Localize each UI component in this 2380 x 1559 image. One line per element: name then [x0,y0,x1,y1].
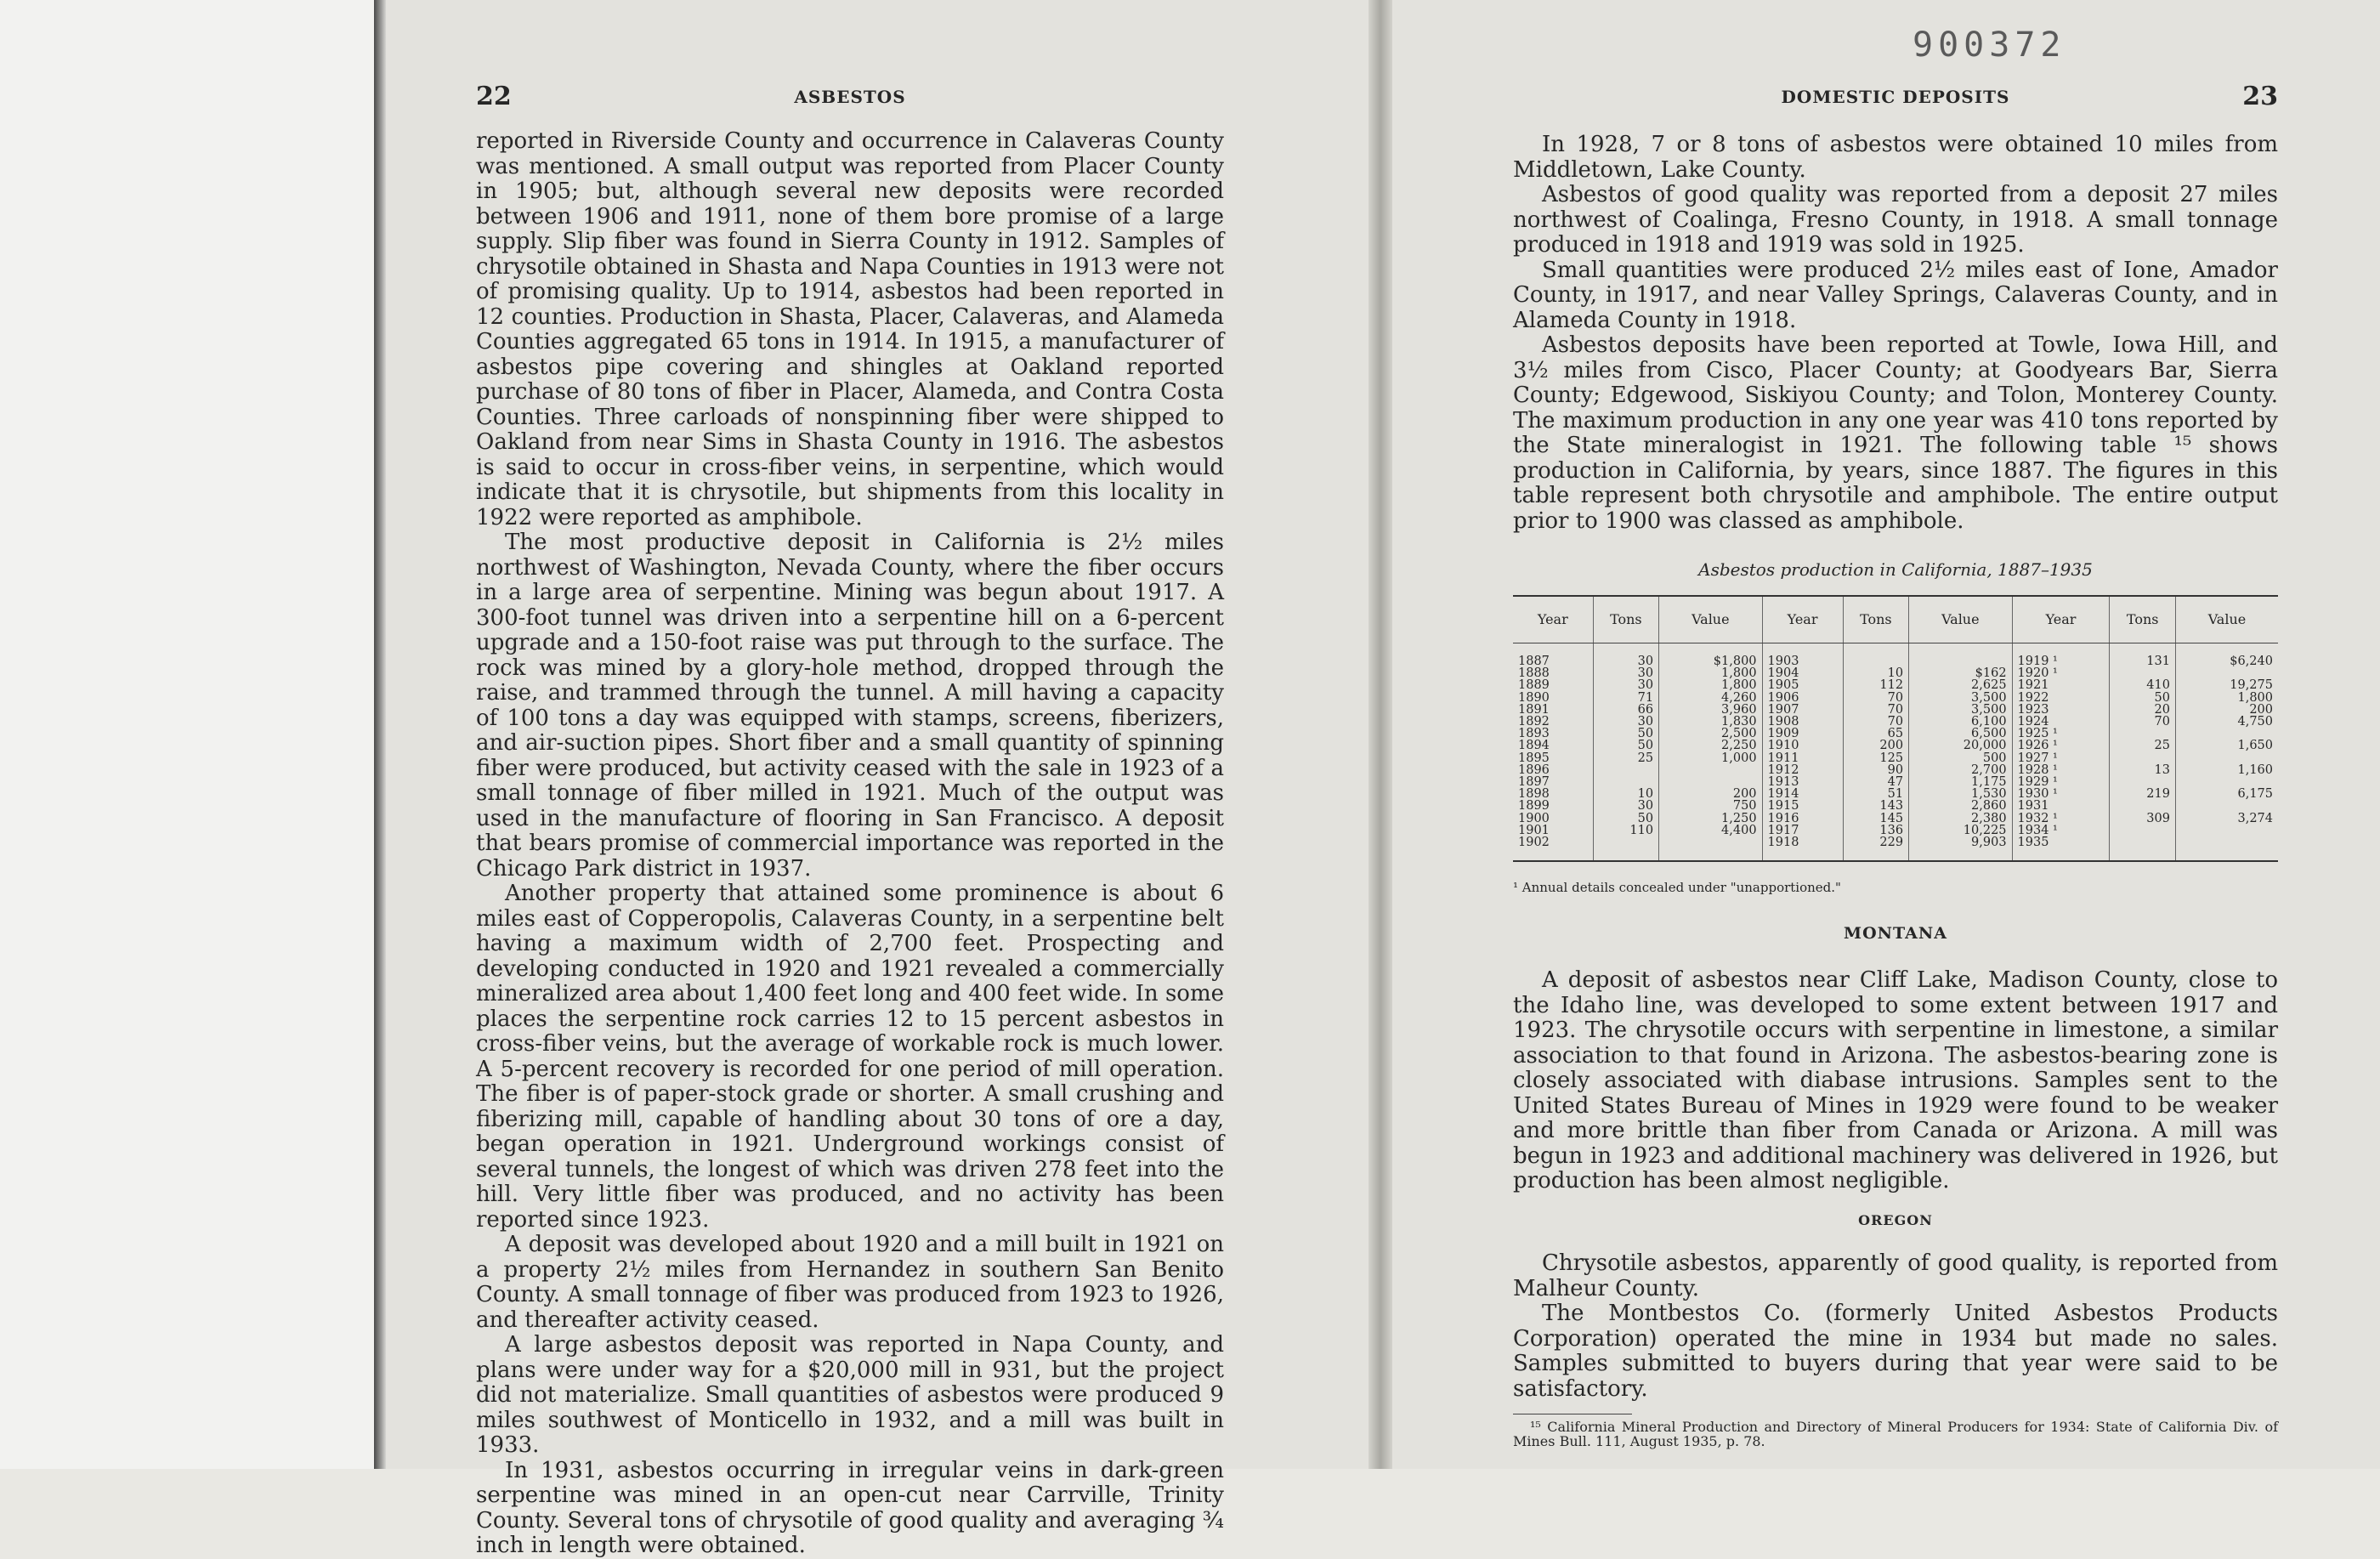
tons-cell: 50 [1593,813,1659,825]
value-cell: 3,500 [1909,692,2012,704]
year-cell: 1890 [1518,690,1550,705]
table-row [1513,740,2278,751]
table-row [1513,764,2278,776]
table-caption: Asbestos production in California, 1887–1935 [1698,559,2093,580]
year-cell: 1897 [1518,775,1550,790]
tons-cell: 145 [1843,813,1909,825]
value-cell [2175,667,2278,679]
value-cell: 2,380 [1909,813,2012,825]
table-row [1513,667,2278,679]
table-row [1513,692,2278,704]
tons-cell: 112 [1843,679,1909,691]
value-cell: 2,700 [1909,764,2012,776]
year-cell: 1912 [1762,764,1843,776]
year-cell: 1925 ¹ [2012,728,2110,740]
tons-cell: 10 [1843,667,1909,679]
tons-cell: 410 [2110,679,2176,691]
value-cell: 1,800 [1659,679,1762,691]
footnote: ¹⁵ California Mineral Production and Directory of Mineral Producers for 1934: State of California Div. of Mines Bull. 111, August 1935, p. 78. [1513,1419,2278,1450]
column-header: Tons [1843,596,1909,643]
tons-cell: 229 [1843,836,1909,861]
year-cell: 1910 [1762,740,1843,751]
year-cell: 1927 ¹ [2012,752,2110,764]
tons-cell: 30 [1593,679,1659,691]
table-row [1513,679,2278,691]
column-header: Tons [1593,596,1659,643]
tons-cell: 10 [1593,788,1659,800]
tons-cell: 200 [1843,740,1909,751]
tons-cell: 90 [1843,764,1909,776]
value-cell [1659,776,1762,788]
year-cell: 1903 [1762,643,1843,668]
value-cell: 2,625 [1909,679,2012,691]
production-table [1513,595,2278,863]
year-cell: 1913 [1762,776,1843,788]
document-stamp: 900372 [1912,26,2066,65]
tons-cell [2110,836,2176,861]
tons-cell [2110,776,2176,788]
value-cell: 1,000 [1659,752,1762,764]
year-cell: 1929 ¹ [2012,776,2110,788]
tons-cell: 50 [2110,692,2176,704]
tons-cell: 70 [1843,716,1909,728]
production-table-body [1513,643,2278,862]
year-cell: 1899 [1518,799,1550,814]
left-running-head [476,82,1224,116]
year-cell: 1904 [1762,667,1843,679]
paragraph: Asbestos deposits have been reported at Towle, Iowa Hill, and 3½ miles from Cisco, Placer County; at Goodyears Bar, Sierra County; Edgewood, Siskiyou County; and Tolon, Monterey County. The maximum production in any one year was 410 tons reported by the State mineralogist in 1921. The following table ¹⁵ shows production in California, by years, since 1887. The figures in this table represent both chrysotile and amphibole. The entire output prior to 1900 was classed as amphibole. [1513,332,2278,534]
paragraph: A deposit was developed about 1920 and a mill built in 1921 on a property 2½ miles from Hernandez in southern San Benito County. A small tonnage of fiber was produced from 1923 to 1926, and thereafter activity ceased. [476,1232,1224,1333]
page-number-left: 22 [476,82,512,111]
year-cell: 1909 [1762,728,1843,740]
value-cell [2175,728,2278,740]
tons-cell: 25 [1593,752,1659,764]
value-cell [2175,776,2278,788]
paragraph: Another property that attained some prominence is about 6 miles east of Copperopolis, Calaveras County, in a serpentine belt having a maximum width of 2,700 feet. Prospecting and developing conducted in 1920 and 1921 revealed a commercially mineralized area about 1,400 feet long and 400 feet wide. In some places the serpentine rock carries 12 to 15 percent asbestos in cross-fiber veins, but the average of workable rock is much lower. A 5-percent recovery is recorded for one period of mill operation. The fiber is of paper-stock grade or shorter. A small crushing and fiberizing mill, capable of handling about 30 tons of ore a day, began operation in 1921. Underground workings consist of several tunnels, the longest of which was driven 278 feet into the hill. Very little fiber was produced, and no activity has been reported since 1923. [476,881,1224,1233]
paragraph: In 1931, asbestos occurring in irregular veins in dark-green serpentine was mined in an open-cut near Carrville, Trinity County. Several tons of chrysotile of good quality and averaging ¾ inch in length were obtained. [476,1457,1224,1558]
section-title-montana: MONTANA [1844,923,1947,943]
value-cell [2175,752,2278,764]
tons-cell: 66 [1593,704,1659,716]
right-running-head [1513,82,2278,116]
value-cell: 1,175 [1909,776,2012,788]
value-cell: 200 [1659,788,1762,800]
column-header: Value [1659,596,1762,643]
table-note: ¹ Annual details concealed under "unapportioned." [1513,880,1841,896]
year-cell: 1901 [1518,823,1550,837]
table-row [1513,752,2278,764]
tons-cell [1593,776,1659,788]
table-row [1513,716,2278,728]
tons-cell [1593,764,1659,776]
year-cell: 1911 [1762,752,1843,764]
year-cell: 1895 [1518,751,1550,765]
year-cell: 1935 [2012,836,2110,861]
year-cell: 1908 [1762,716,1843,728]
tons-cell [2110,752,2176,764]
paragraph: Asbestos of good quality was reported from a deposit 27 miles northwest of Coalinga, Fresno County, in 1918. A small tonnage produced in 1918 and 1919 was sold in 1925. [1513,182,2278,258]
value-cell [2175,800,2278,812]
tons-cell: 25 [2110,740,2176,751]
value-cell: 3,274 [2175,813,2278,825]
tons-cell: 143 [1843,800,1909,812]
tons-cell: 136 [1843,825,1909,836]
year-cell: 1905 [1762,679,1843,691]
year-cell: 1920 ¹ [2012,667,2110,679]
running-head-title-right: DOMESTIC DEPOSITS [1781,87,2010,107]
value-cell: 4,750 [2175,716,2278,728]
paragraph: A deposit of asbestos near Cliff Lake, Madison County, close to the Idaho line, was developed to some extent between 1917 and 1923. The chrysotile occurs with serpentine in limestone, a similar association to that found in Arizona. The asbestos-bearing zone is closely associated with diabase intrusions. Samples sent to the United States Bureau of Mines in 1929 were found to be weaker and more brittle than fiber from Canada or Arizona. A mill was begun in 1923 and additional machinery was delivered in 1926, but production has been almost negligible. [1513,967,2278,1194]
tons-cell: 125 [1843,752,1909,764]
page-gutter [1368,0,1392,1469]
value-cell: 2,500 [1659,728,1762,740]
year-cell: 1894 [1518,739,1550,753]
value-cell: 1,160 [2175,764,2278,776]
tons-cell [2110,800,2176,812]
value-cell: 1,830 [1659,716,1762,728]
tons-cell: 50 [1593,740,1659,751]
year-cell: 1891 [1518,702,1550,717]
table-row [1513,728,2278,740]
tons-cell [1593,836,1659,861]
table-row [1513,788,2278,800]
tons-cell: 30 [1593,716,1659,728]
value-cell: 750 [1659,800,1762,812]
year-cell: 1923 [2012,704,2110,716]
value-cell: $162 [1909,667,2012,679]
tons-cell: 131 [2110,643,2176,668]
paragraph: The Montbestos Co. (formerly United Asbestos Products Corporation) operated the mine in 1934 but made no sales. Samples submitted to buyers during that year were said to be satisfactory. [1513,1301,2278,1402]
year-cell: 1900 [1518,811,1550,825]
value-cell [2175,836,2278,861]
right-body-text [1513,133,2278,1448]
year-cell: 1918 [1762,836,1843,861]
tons-cell [1843,643,1909,668]
year-cell: 1896 [1518,762,1550,777]
tons-cell: 50 [1593,728,1659,740]
tons-cell: 20 [2110,704,2176,716]
year-cell: 1887 [1518,655,1550,668]
table-row [1513,643,2278,668]
table-header-row [1513,596,2278,643]
book-binding-edge [374,0,386,1469]
year-cell: 1902 [1518,836,1550,850]
table-row [1513,825,2278,836]
column-header: Year [1513,596,1593,643]
value-cell: 20,000 [1909,740,2012,751]
right-page [1513,0,2278,1469]
value-cell: 4,400 [1659,825,1762,836]
tons-cell: 47 [1843,776,1909,788]
year-cell: 1930 ¹ [2012,788,2110,800]
paragraph: A large asbestos deposit was reported in Napa County, and plans were under way for a $20,000 mill in 931, but the project did not materialize. Small quantities of asbestos were produced 9 miles southwest of Monticello in 1932, and a mill was built in 1933. [476,1332,1224,1458]
page-number-right: 23 [2242,82,2278,111]
tons-cell [2110,728,2176,740]
column-header: Year [1762,596,1843,643]
year-cell: 1921 [2012,679,2110,691]
paragraph: Small quantities were produced 2½ miles east of Ione, Amador County, in 1917, and near Valley Springs, Calaveras County, and in Alameda County in 1918. [1513,257,2278,333]
year-cell: 1906 [1762,692,1843,704]
paragraph: The most productive deposit in California is 2½ miles northwest of Washington, Nevada County, where the fiber occurs in a large area of serpentine. Mining was begun about 1917. A 300-foot tunnel was driven into a serpentine hill on a 6-percent upgrade and a 150-foot raise was put through to the surface. The rock was mined by a glory-hole method, dropped through the raise, and trammed through the tunnel. A mill having a capacity of 100 tons a day was equipped with stamps, screens, fiberizers, and air-suction pipes. Short fiber and a small quantity of spinning fiber were produced, but activity ceased with the sale in 1923 of a small tonnage of fiber milled in 1921. Much of the output was used in the manufacture of flooring in San Francisco. A deposit that bears promise of commercial importance was reported in the Chicago Park district in 1937. [476,530,1224,882]
value-cell: 1,250 [1659,813,1762,825]
value-cell: 19,275 [2175,679,2278,691]
left-page [476,0,1224,1558]
year-cell: 1892 [1518,715,1550,729]
value-cell: 3,960 [1659,704,1762,716]
year-cell: 1914 [1762,788,1843,800]
value-cell: 6,500 [1909,728,2012,740]
tons-cell: 70 [1843,704,1909,716]
running-head-title-left: ASBESTOS [794,87,906,107]
value-cell: $6,240 [2175,643,2278,668]
tons-cell [2110,667,2176,679]
table-row [1513,836,2278,861]
year-cell: 1924 [2012,716,2110,728]
tons-cell: 51 [1843,788,1909,800]
year-cell: 1926 ¹ [2012,740,2110,751]
value-cell: 6,100 [1909,716,2012,728]
section-title-oregon: OREGON [1858,1211,1933,1228]
left-body-text [476,129,1224,1559]
year-cell: 1931 [2012,800,2110,812]
value-cell: 200 [2175,704,2278,716]
year-cell: 1907 [1762,704,1843,716]
value-cell: 500 [1909,752,2012,764]
value-cell: 1,800 [1659,667,1762,679]
tons-cell: 30 [1593,800,1659,812]
column-header: Value [2175,596,2278,643]
column-header: Value [1909,596,2012,643]
tons-cell: 219 [2110,788,2176,800]
year-cell: 1888 [1518,666,1550,681]
tons-cell: 71 [1593,692,1659,704]
value-cell: 4,260 [1659,692,1762,704]
value-cell [1909,643,2012,668]
table-row [1513,813,2278,825]
table-row [1513,800,2278,812]
year-cell: 1919 ¹ [2012,643,2110,668]
tons-cell: 70 [2110,716,2176,728]
tons-cell: 13 [2110,764,2176,776]
year-cell: 1917 [1762,825,1843,836]
year-cell: 1928 ¹ [2012,764,2110,776]
value-cell: 1,650 [2175,740,2278,751]
value-cell [1659,764,1762,776]
tons-cell: 30 [1593,667,1659,679]
year-cell: 1922 [2012,692,2110,704]
year-cell: 1916 [1762,813,1843,825]
paragraph: reported in Riverside County and occurrence in Calaveras County was mentioned. A small output was reported from Placer County in 1905; but, although several new deposits were recorded between 1906 and 1911, none of them bore promise of a large supply. Slip fiber was found in Sierra County in 1912. Samples of chrysotile obtained in Shasta and Napa Counties in 1913 were not of promising quality. Up to 1914, asbestos had been reported in 12 counties. Production in Shasta, Placer, Calaveras, and Alameda Counties aggregated 65 tons in 1914. In 1915, a manufacturer of asbestos pipe covering and shingles at Oakland reported purchase of 80 tons of fiber in Placer, Alameda, and Contra Costa Counties. Three carloads of nonspinning fiber were shipped to Oakland from near Sims in Shasta County in 1916. The asbestos is said to occur in cross-fiber veins, in serpentine, which would indicate that it is chrysotile, but shipments from this locality in 1922 were reported as amphibole. [476,128,1224,530]
value-cell: $1,800 [1659,643,1762,668]
value-cell: 3,500 [1909,704,2012,716]
column-header: Year [2012,596,2110,643]
tons-cell: 30 [1593,643,1659,668]
value-cell: 9,903 [1909,836,2012,861]
value-cell: 2,860 [1909,800,2012,812]
value-cell [2175,825,2278,836]
year-cell: 1893 [1518,727,1550,741]
value-cell: 2,250 [1659,740,1762,751]
tons-cell: 110 [1593,825,1659,836]
year-cell: 1915 [1762,800,1843,812]
paragraph: In 1928, 7 or 8 tons of asbestos were obtained 10 miles from Middletown, Lake County. [1513,132,2278,183]
scan-blank-area [0,0,374,1469]
value-cell: 10,225 [1909,825,2012,836]
table-row [1513,776,2278,788]
value-cell: 1,800 [2175,692,2278,704]
value-cell: 1,530 [1909,788,2012,800]
year-cell: 1889 [1518,678,1550,693]
year-cell: 1898 [1518,787,1550,802]
value-cell [1659,836,1762,861]
table-row [1513,704,2278,716]
column-header: Tons [2110,596,2176,643]
year-cell: 1932 ¹ [2012,813,2110,825]
value-cell: 6,175 [2175,788,2278,800]
paragraph: Chrysotile asbestos, apparently of good quality, is reported from Malheur County. [1513,1250,2278,1301]
year-cell: 1934 ¹ [2012,825,2110,836]
tons-cell: 70 [1843,692,1909,704]
tons-cell: 65 [1843,728,1909,740]
tons-cell: 309 [2110,813,2176,825]
tons-cell [2110,825,2176,836]
